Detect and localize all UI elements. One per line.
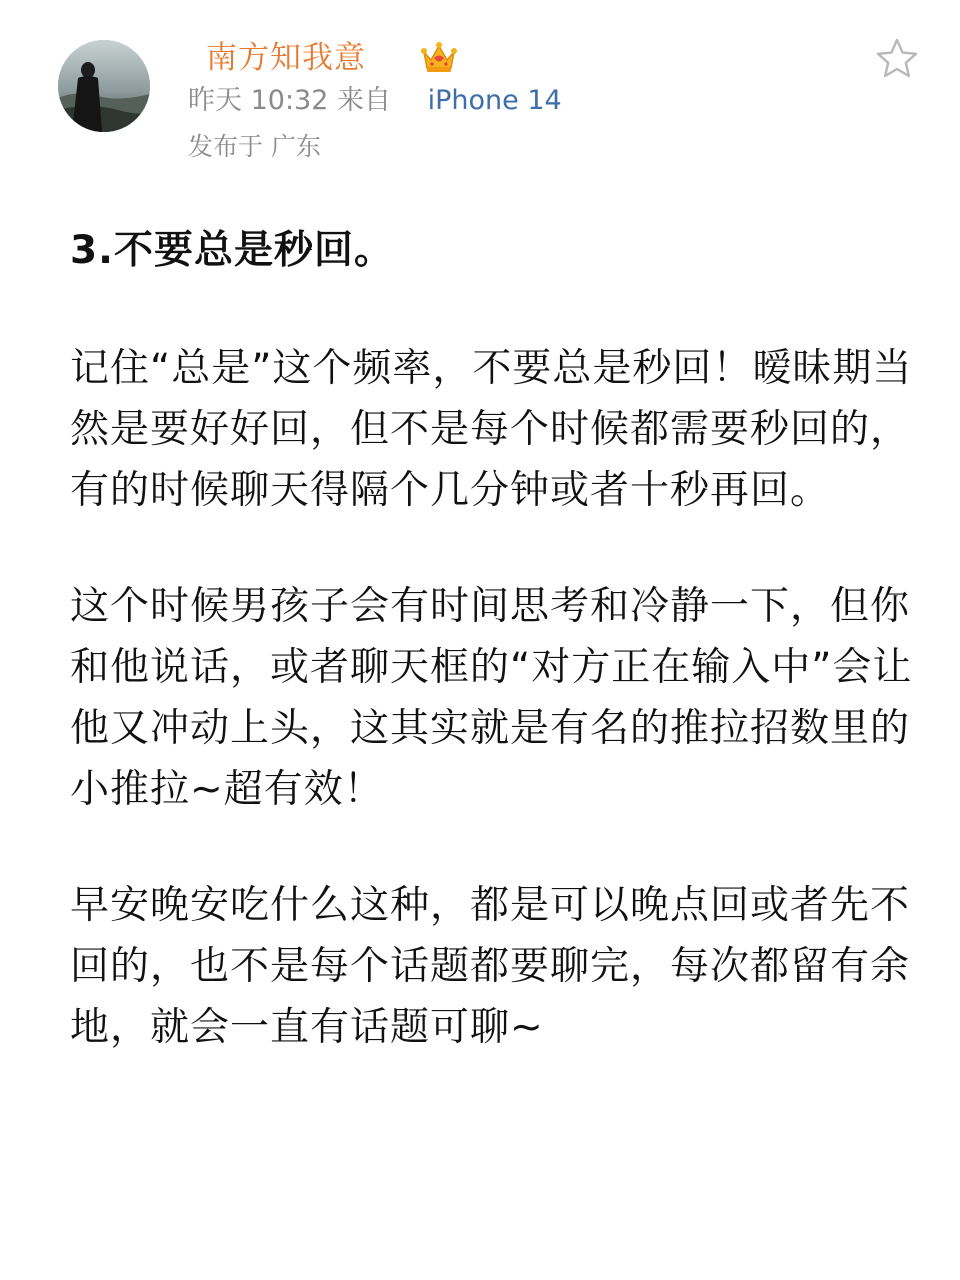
post-meta [188, 84, 562, 118]
post-location: 发布于 广东 [188, 132, 321, 161]
post-paragraph: 早安晚安吃什么这种，都是可以晚点回或者先不回的，也不是每个话题都要聊完，每次都留有余地，就会一直有话题可聊~ [70, 883, 911, 1050]
star-outline-icon[interactable] [874, 36, 920, 82]
post-header [0, 0, 960, 180]
post-heading: 3.不要总是秒回。 [70, 228, 394, 273]
avatar[interactable] [58, 40, 150, 132]
device-source[interactable]: iPhone 14 [427, 85, 562, 116]
crown-icon [420, 38, 458, 76]
author-name[interactable]: 南方知我意 [206, 40, 366, 76]
post-body [70, 220, 920, 1113]
post-paragraph: 记住“总是”这个频率，不要总是秒回！暧昧期当然是要好好回，但不是每个时候都需要秒回的，有的时候聊天得隔个几分钟或者十秒再回。 [70, 346, 913, 513]
post-timestamp: 昨天 10:32 [188, 85, 329, 116]
avatar-image [58, 40, 150, 132]
source-prefix: 来自 [337, 85, 391, 116]
post-paragraph: 这个时候男孩子会有时间思考和冷静一下，但你和他说话，或者聊天框的“对方正在输入中”会让他又冲动上头，这其实就是有名的推拉招数里的小推拉~超有效！ [70, 584, 913, 812]
